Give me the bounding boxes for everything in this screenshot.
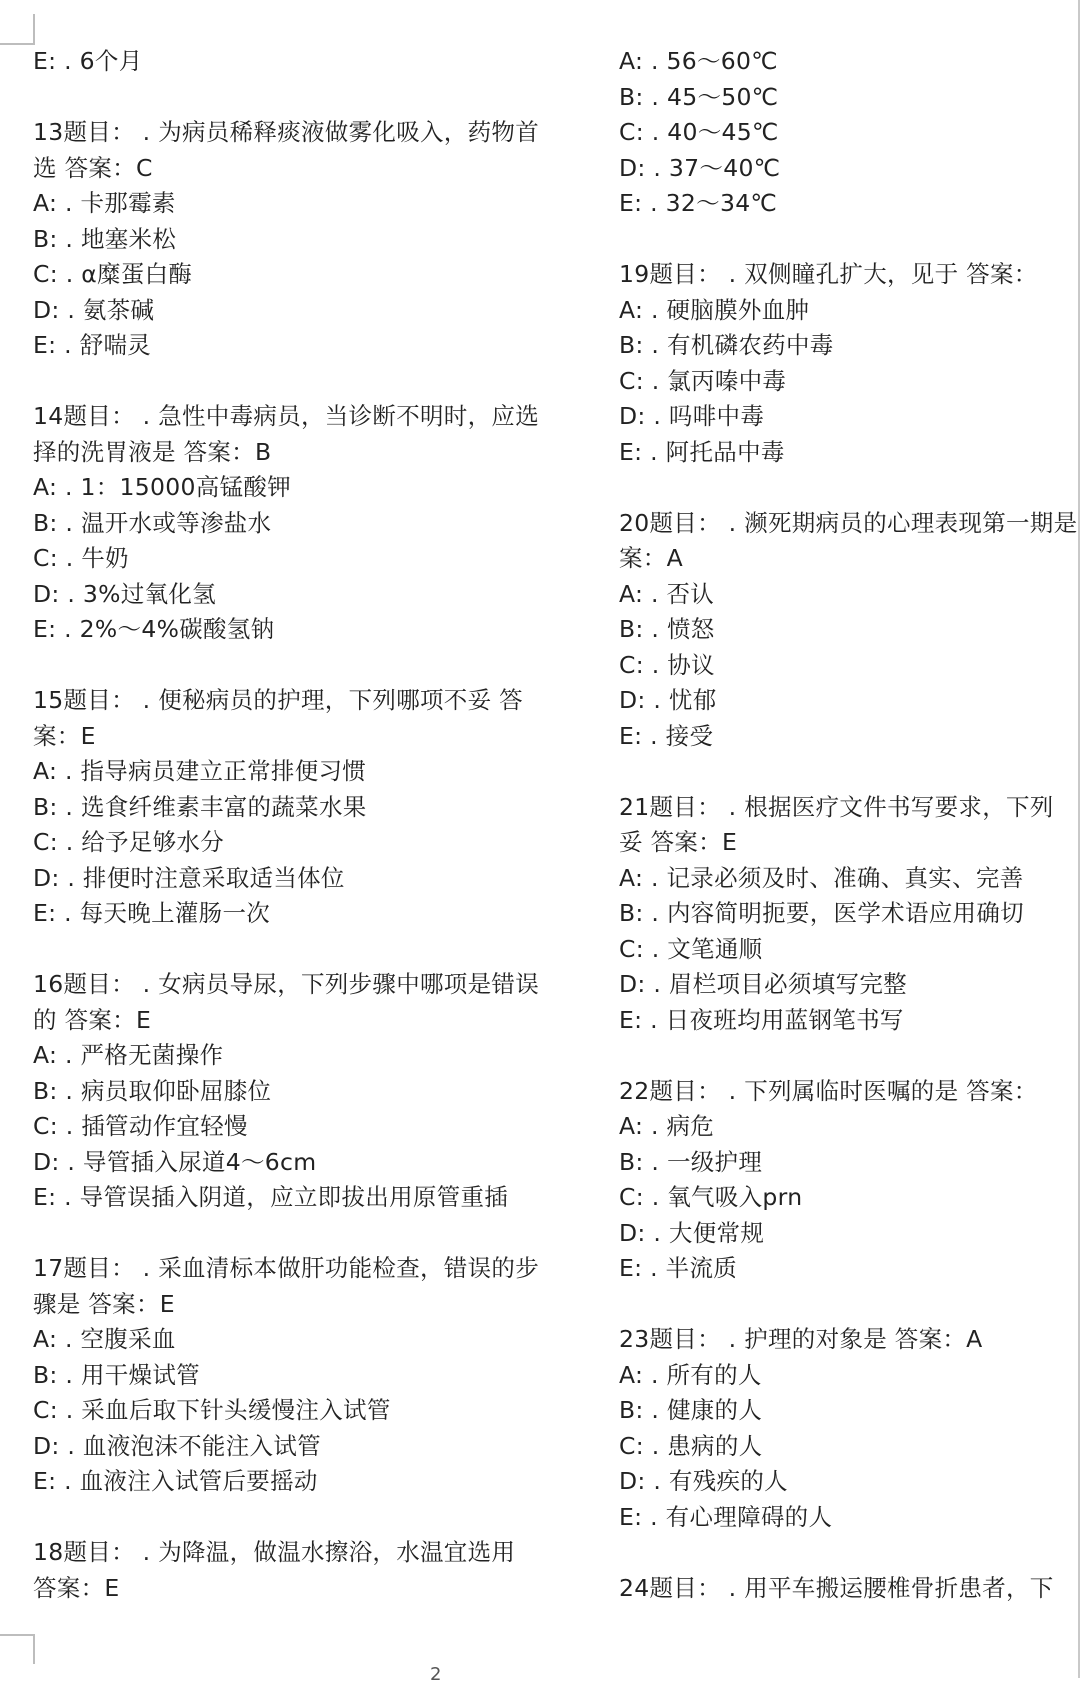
option-line: C: . 文笔通顺 <box>619 934 763 963</box>
crop-mark-top-vertical <box>33 14 35 44</box>
option-line: D: . 3%过氧化氢 <box>33 579 217 608</box>
question-block <box>33 967 573 1216</box>
option-line: B: . 愤怒 <box>619 615 715 643</box>
crop-mark-top-horizontal <box>0 43 35 45</box>
question-block <box>619 1074 1080 1287</box>
crop-mark-bottom-horizontal <box>0 1634 35 1636</box>
left-column <box>33 44 573 1642</box>
option-line: E: . 有心理障碍的人 <box>619 1502 833 1531</box>
option-line: A: . 记录必须及时、准确、真实、完善 <box>619 863 1024 892</box>
question-block <box>33 1251 573 1500</box>
option-line: B: . 温开水或等渗盐水 <box>33 508 272 537</box>
option-line: B: . 用干燥试管 <box>33 1360 200 1389</box>
question-block <box>619 790 1080 1039</box>
question-title: 14题目： . 急性中毒病员，当诊断不明时，应选 <box>33 402 540 430</box>
question-title: 23题目： . 护理的对象是 答案：A <box>619 1325 983 1353</box>
question-title: 的 答案：E <box>33 1005 152 1034</box>
option-line: A: . 硬脑膜外血肿 <box>619 295 810 324</box>
option-line: D: . 排便时注意采取适当体位 <box>33 863 345 892</box>
option-line: C: . 协议 <box>619 650 715 679</box>
option-line: A: . 否认 <box>619 579 715 608</box>
option-line: A: . 严格无菌操作 <box>33 1041 224 1069</box>
option-line: E: . 2%～4%碳酸氢钠 <box>33 615 275 643</box>
question-title: 择的洗胃液是 答案：B <box>33 437 272 466</box>
option-line: C: . 给予足够水分 <box>33 828 225 856</box>
option-line: A: . 空腹采血 <box>33 1325 176 1353</box>
option-line: B: . 病员取仰卧屈膝位 <box>33 1076 272 1105</box>
question-title: 选 答案：C <box>33 153 153 182</box>
option-line: E: . 接受 <box>619 721 714 750</box>
question-title: 19题目： . 双侧瞳孔扩大，见于 答案： <box>619 260 1038 288</box>
option-line: C: . 氧气吸入prn <box>619 1183 803 1211</box>
option-line: B: . 地塞米松 <box>33 224 177 253</box>
question-title: 15题目： . 便秘病员的护理，下列哪项不妥 答 <box>33 686 523 714</box>
question-title: 21题目： . 根据医疗文件书写要求，下列 <box>619 792 1054 821</box>
page-number: 2 <box>430 1664 442 1685</box>
question-title: 17题目： . 采血清标本做肝功能检查，错误的步 <box>33 1254 540 1282</box>
option-line: D: . 37～40℃ <box>619 153 781 182</box>
option-line: A: . 病危 <box>619 1112 715 1140</box>
right-column <box>619 44 1080 1642</box>
question-block <box>33 399 573 648</box>
question-title: 22题目： . 下列属临时医嘱的是 答案： <box>619 1076 1038 1105</box>
option-line: B: . 选食纤维素丰富的蔬菜水果 <box>33 792 367 821</box>
question-title: 骤是 答案：E <box>33 1289 175 1318</box>
option-line: B: . 45～50℃ <box>619 82 779 111</box>
option-line: E: . 6个月 <box>33 47 143 75</box>
continued-options <box>619 44 1080 222</box>
option-line: E: . 日夜班均用蓝钢笔书写 <box>619 1005 904 1034</box>
question-block <box>619 1322 1080 1535</box>
question-title: 18题目： . 为降温，做温水擦浴，水温宜选用 <box>33 1538 516 1566</box>
question-block <box>619 1571 1080 1607</box>
question-block <box>33 683 573 932</box>
question-title: 13题目： . 为病员稀释痰液做雾化吸入，药物首 <box>33 118 540 146</box>
option-line: C: . 氯丙嗪中毒 <box>619 366 787 395</box>
option-line: A: . 所有的人 <box>619 1360 762 1389</box>
option-line: E: . 导管误插入阴道，应立即拔出用原管重插 <box>33 1183 509 1211</box>
option-line: C: . 牛奶 <box>33 544 129 572</box>
option-line: C: . 40～45℃ <box>619 118 779 146</box>
option-line: D: . 氨茶碱 <box>33 295 155 324</box>
option-line: E: . 舒喘灵 <box>33 331 152 359</box>
option-line: A: . 指导病员建立正常排便习惯 <box>33 757 367 785</box>
option-line: C: . 采血后取下针头缓慢注入试管 <box>33 1396 391 1424</box>
option-line: E: . 血液注入试管后要摇动 <box>33 1467 318 1495</box>
question-title: 20题目： . 濒死期病员的心理表现第一期是 <box>619 508 1078 537</box>
option-line: D: . 眉栏项目必须填写完整 <box>619 970 907 998</box>
option-line: B: . 有机磷农药中毒 <box>619 331 834 359</box>
question-block <box>619 506 1080 755</box>
question-title: 案：A <box>619 544 683 572</box>
question-title: 答案：E <box>33 1573 120 1602</box>
option-line: D: . 忧郁 <box>619 686 717 714</box>
option-line: D: . 吗啡中毒 <box>619 402 765 430</box>
option-line: E: . 阿托品中毒 <box>619 437 785 466</box>
option-line: E: . 半流质 <box>619 1254 738 1282</box>
option-line: C: . α糜蛋白酶 <box>33 260 193 288</box>
option-line: A: . 1：15000高锰酸钾 <box>33 473 291 501</box>
question-block <box>33 1535 573 1606</box>
question-block <box>619 257 1080 470</box>
question-title: 24题目： . 用平车搬运腰椎骨折患者，下 <box>619 1573 1054 1602</box>
option-line: D: . 血液泡沫不能注入试管 <box>33 1431 321 1460</box>
question-title: 妥 答案：E <box>619 828 738 856</box>
option-line: B: . 内容简明扼要，医学术语应用确切 <box>619 899 1024 927</box>
option-line: D: . 大便常规 <box>619 1218 765 1247</box>
question-title: 案：E <box>33 721 96 750</box>
option-line: A: . 卡那霉素 <box>33 189 176 217</box>
question-block <box>33 115 573 364</box>
option-line: C: . 患病的人 <box>619 1431 763 1460</box>
option-line: E: . 每天晚上灌肠一次 <box>33 899 271 927</box>
option-line: B: . 一级护理 <box>619 1147 763 1176</box>
option-line: B: . 健康的人 <box>619 1396 763 1424</box>
option-line: E: . 32～34℃ <box>619 189 778 217</box>
option-line: A: . 56～60℃ <box>619 47 778 75</box>
option-line: D: . 导管插入尿道4～6cm <box>33 1147 317 1176</box>
question-title: 16题目： . 女病员导尿，下列步骤中哪项是错误 <box>33 970 540 998</box>
option-line: D: . 有残疾的人 <box>619 1467 788 1495</box>
continued-options <box>33 44 573 80</box>
option-line: C: . 插管动作宜轻慢 <box>33 1112 248 1140</box>
